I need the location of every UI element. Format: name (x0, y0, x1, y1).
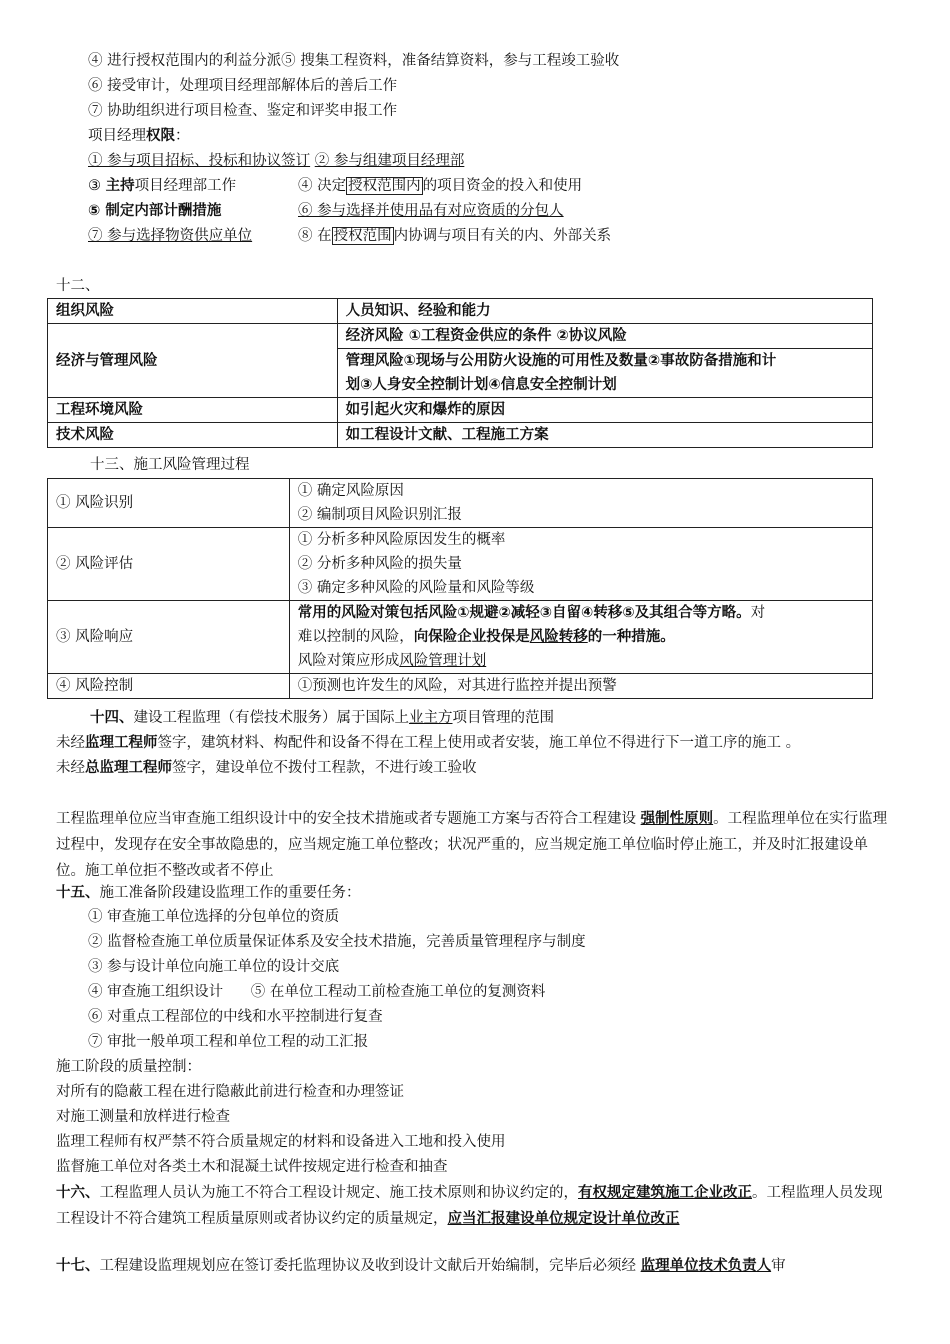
table-row (48, 601, 873, 674)
boxed-text: 授权范围 (333, 228, 392, 244)
section-heading (56, 883, 361, 903)
table-cell: 工程环境风险 (48, 398, 338, 423)
authority-row (88, 176, 236, 196)
table-cell: ④ 风险控制 (48, 674, 290, 699)
cell-line (290, 601, 872, 625)
bold-text: 监理工程师 (85, 735, 158, 751)
section-line (56, 1256, 786, 1276)
list-item (56, 1107, 230, 1127)
table-cell: 如引起火灾和爆炸的原因 (337, 398, 872, 423)
item-text: ⑤ 制定内部计酬措施 (88, 203, 222, 219)
text: 工程监理单位应当审查施工组织设计中的安全技术措施或者专题施工方案与否符合工程建设 (56, 811, 641, 827)
table-cell: 技术风险 (48, 423, 338, 448)
risk-process-table (47, 478, 873, 699)
table-cell: 组织风险 (48, 299, 338, 324)
rest: 项目经理部工作 (134, 178, 237, 194)
list-item (88, 957, 339, 977)
bold-underlined-text: 监理单位技术负责人 (640, 1258, 772, 1274)
underlined-text: 业主方 (409, 710, 453, 726)
text: 工程监理人员认为施工不符合工程设计规定、施工技术原则和协议约定的， (99, 1185, 578, 1201)
table-row (48, 398, 873, 423)
text: 未经 (56, 735, 85, 751)
post: 的项目资金的投入和使用 (422, 178, 583, 194)
item-text: ④ 审查施工组织设计 ⑤ 在单位工程动工前检查施工单位的复测资料 (88, 984, 546, 1000)
cell-line (290, 625, 872, 649)
bold-text: 的一种措施。 (587, 629, 675, 645)
item-text: 监督施工单位对各类土木和混凝土试件按规定进行检查和抽查 (56, 1159, 448, 1175)
table-row (48, 479, 873, 528)
item-text: 对施工测量和放样进行检查 (56, 1109, 230, 1125)
authority-item (88, 201, 221, 221)
table-cell (289, 528, 872, 601)
num: ③ (88, 178, 101, 194)
item-text: ⑦ 审批一般单项工程和单位工程的动工汇报 (88, 1034, 369, 1050)
table-cell: 人员知识、经验和能力 (337, 299, 872, 324)
text: 。工程监理单位在实行监理过程中，发现存在安全事故隐患的，应当规定施工单位整改；状况严重的，应当规定施工单位临时停止施工，并及时汇报建设单位。施工单位拒不整改或者不停止 (56, 811, 888, 879)
cell-line: ① 确定风险原因 (297, 483, 404, 499)
paragraph (56, 1180, 896, 1232)
authority-item (298, 176, 582, 196)
num: 十四、 (90, 710, 134, 726)
table-cell: ② 风险评估 (48, 528, 290, 601)
text: 项目管理的范围 (452, 710, 554, 726)
bold: 主持 (105, 178, 135, 194)
list-item (56, 1132, 506, 1152)
list-item (88, 51, 619, 71)
num: 十七、 (56, 1258, 100, 1274)
authority-item (298, 201, 564, 221)
bold-underlined-text: 强制性原则 (640, 811, 714, 827)
item-text: ② 监督检查施工单位质量保证体系及安全技术措施，完善质量管理程序与制度 (88, 934, 586, 950)
table-cell (289, 601, 872, 674)
bold-underlined-text: 应当汇报建设单位规定设计单位改正 (447, 1211, 680, 1227)
post: 内协调与项目有关的内、外部关系 (393, 228, 612, 244)
item-text: 对所有的隐蔽工程在进行隐蔽此前进行检查和办理签证 (56, 1084, 404, 1100)
table-cell (289, 479, 872, 528)
text: 。工程监理人员发现工程设计不符合建筑工程质量原则或者协议约定的质量规定， (56, 1185, 883, 1227)
text: 施工准备阶段建设监理工作的重要任务： (99, 885, 361, 901)
list-item (88, 982, 545, 1002)
num: 十五、 (56, 885, 100, 901)
bold-underlined-text: 有权规定建筑施工企业改正 (578, 1185, 752, 1201)
text: 风险对策应形成 (297, 653, 400, 669)
item-text: ⑥ 对重点工程部位的中线和水平控制进行复查 (88, 1009, 383, 1025)
underlined-text: 风险转移 (529, 629, 588, 645)
table-cell: 经济风险 ①工程资金供应的条件 ②协议风险 (337, 324, 872, 349)
bold-text: 向保险企业投保是 (413, 629, 530, 645)
section-line (56, 733, 800, 753)
risk-table (47, 298, 873, 448)
table-row (48, 324, 873, 349)
table-row (48, 528, 873, 601)
auth-post: ： (175, 128, 190, 144)
cell-line: ① 分析多种风险原因发生的概率 (297, 532, 506, 548)
item-text: ⑦ 协助组织进行项目检查、鉴定和评奖申报工作 (88, 103, 398, 119)
list-item (88, 1032, 368, 1052)
list-item (88, 101, 397, 121)
bold-text: 常用的风险对策包括风险①规避②减轻③自留④转移⑤及其组合等方略。 (297, 605, 751, 621)
text: 签字，建筑材料、构配件和设备不得在工程上使用或者安装，施工单位不得进行下一道工序的施工 。 (157, 735, 801, 751)
cell-line (290, 649, 872, 673)
item-text: ⑦ 参与选择物资供应单位 (88, 228, 253, 244)
underlined-text: 风险管理计划 (399, 653, 487, 669)
auth-pre: 项目经理 (88, 128, 146, 144)
tail: 对 (750, 605, 766, 621)
text: 施工阶段的质量控制： (56, 1059, 201, 1075)
section-line (56, 758, 477, 778)
list-item (56, 1082, 404, 1102)
list-item (88, 76, 397, 96)
subheading (56, 1057, 201, 1077)
authority-item: ② 参与组建项目经理部 (314, 153, 465, 169)
authority-item (88, 226, 252, 246)
section-heading (90, 455, 250, 475)
text: 工程建设监理规划应在签订委托监理协议及收到设计文献后开始编制，完毕后必须经 (99, 1258, 641, 1274)
table-row (48, 423, 873, 448)
list-item (88, 932, 586, 952)
table-row (48, 299, 873, 324)
section-line (90, 708, 554, 728)
heading-text: 十三、施工风险管理过程 (90, 457, 250, 473)
item-text: ⑥ 参与选择并使用品有对应资质的分包人 (298, 203, 564, 219)
bold-text: 总监理工程师 (85, 760, 172, 776)
list-item (56, 1157, 448, 1177)
cell-line: 划③人身安全控制计划④信息安全控制计划 (345, 377, 617, 393)
list-item (88, 907, 339, 927)
list-item (88, 1007, 383, 1027)
item-text: ④ 进行授权范围内的利益分派⑤ 搜集工程资料，准备结算资料，参与工程竣工验收 (88, 53, 620, 69)
section-heading (56, 276, 100, 296)
text: 签字，建设单位不拨付工程款，不进行竣工验收 (172, 760, 477, 776)
paragraph (56, 806, 896, 884)
text: 建设工程监理（有偿技术服务）属于国际上 (133, 710, 409, 726)
item-text: ⑥ 接受审计，处理项目经理部解体后的善后工作 (88, 78, 398, 94)
table-cell (337, 349, 872, 398)
pre: ④ 决定 (298, 178, 347, 194)
authority-row (88, 151, 464, 171)
text: 难以控制的风险， (297, 629, 414, 645)
authority-heading (88, 126, 190, 146)
text: 审 (771, 1258, 786, 1274)
heading-text: 十二、 (56, 278, 100, 294)
item-text: ③ 参与设计单位向施工单位的设计交底 (88, 959, 340, 975)
auth-bold: 权限 (146, 128, 175, 144)
cell-line: ② 编制项目风险识别汇报 (297, 507, 462, 523)
item-text: 监理工程师有权严禁不符合质量规定的材料和设备进入工地和投入使用 (56, 1134, 506, 1150)
table-cell: ③ 风险响应 (48, 601, 290, 674)
item-text: ① 审查施工单位选择的分包单位的资质 (88, 909, 340, 925)
cell-line: ③ 确定多种风险的风险量和风险等级 (297, 580, 535, 596)
text: 未经 (56, 760, 85, 776)
table-cell: ①预测也许发生的风险，对其进行监控并提出预警 (289, 674, 872, 699)
authority-item (298, 226, 611, 246)
cell-line: ② 分析多种风险的损失量 (297, 556, 462, 572)
table-row (48, 674, 873, 699)
num: 十六、 (56, 1185, 100, 1201)
cell-line: 管理风险①现场与公用防火设施的可用性及数量②事故防备措施和计 (345, 353, 777, 369)
authority-item: ① 参与项目招标、投标和协议签订 (88, 153, 311, 169)
pre: ⑧ 在 (298, 228, 332, 244)
table-cell: 如工程设计文献、工程施工方案 (337, 423, 872, 448)
boxed-text: 授权范围内 (348, 178, 421, 194)
table-cell: 经济与管理风险 (48, 324, 338, 398)
table-cell: ① 风险识别 (48, 479, 290, 528)
